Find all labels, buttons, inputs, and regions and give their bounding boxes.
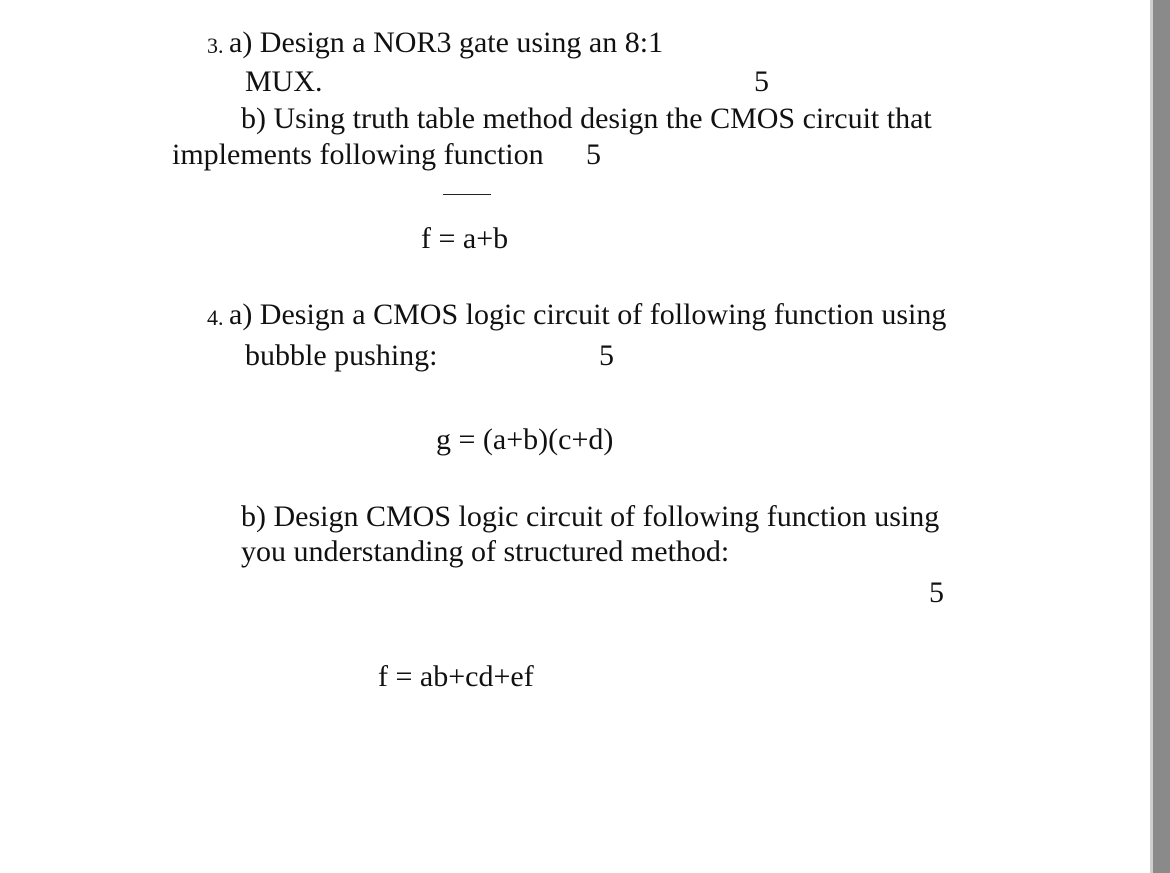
question-4b-marks: 5 [929,576,944,609]
question-4b-equation: f = ab+cd+ef [378,660,534,693]
question-4-number: 4. [207,305,224,330]
question-3b-line1: b) Using truth table method design the CMOS circuit that [241,102,932,135]
question-3a-marks: 5 [754,65,769,98]
question-4a-line2: bubble pushing: [245,339,438,372]
question-3a-line1: a) Design a NOR3 gate using an 8:1 [229,26,664,59]
question-4a-equation: g = (a+b)(c+d) [436,423,614,456]
question-4a-line1: a) Design a CMOS logic circuit of following function using [229,298,947,331]
question-3b-marks: 5 [586,138,601,171]
question-3-number: 3. [207,33,224,58]
question-3b-equation: f = a+b [421,222,509,255]
question-3a-line2: MUX. [245,65,323,98]
page-edge-highlight [1150,0,1153,873]
question-4b-line1: b) Design CMOS logic circuit of following function using [241,500,940,533]
question-4b-line2: you understanding of structured method: [241,535,730,568]
complement-overbar [443,194,491,195]
question-4a-marks: 5 [599,339,614,372]
page-edge-scrollbar[interactable] [1150,0,1170,873]
question-3b-line2: implements following function [172,138,544,171]
